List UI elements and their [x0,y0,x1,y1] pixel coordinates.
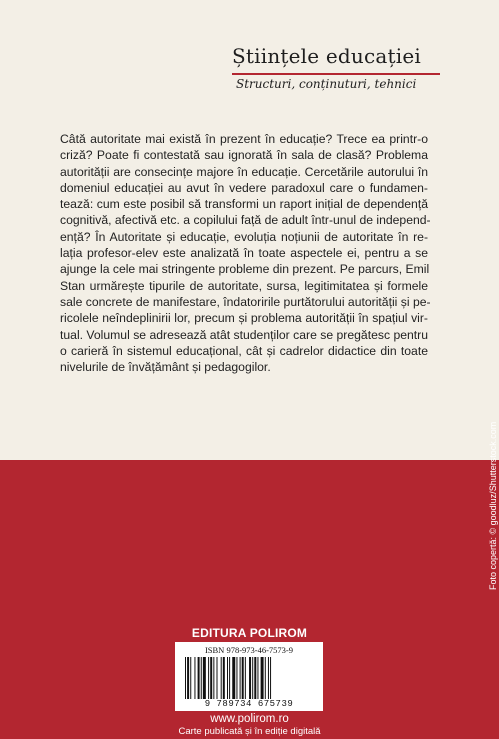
barcode-bar [236,657,237,699]
blurb-line: lația profesor-elev este analizată în toate aspectele ei, pentru a se [60,246,428,261]
barcode-bar [245,657,246,699]
isbn-text: ISBN 978-973-46-7573-9 [204,645,294,655]
barcode-bar [210,657,212,699]
blurb-line: cognitivă, afectivă etc. a copilului față de adult într-unul de independ- [60,213,431,228]
publisher-website[interactable]: www.polirom.ro [210,713,289,725]
barcode-bar [270,657,271,699]
blurb-line: Câtă autoritate mai există în prezent în educație? Trece ea printr-o [60,132,428,146]
blurb-line: ajunge la cele mai stringente probleme din prezent. Pe parcurs, Emil [60,262,430,277]
blurb-line: nivelurile de învățământ și pedagogilor. [60,360,271,375]
blurb-line: o carieră în sistemul educațional, cât și cadrelor didactice din toate [60,343,428,358]
barcode-bar [190,657,191,699]
photo-credit: Foto copertă: © goodluz/Shutterstock.com [488,421,498,590]
barcode-bar [198,657,200,699]
barcode [185,657,313,699]
edition-note: Carte publicată și în ediție digitală [178,726,321,737]
series-subtitle: Structuri, conținuturi, tehnici [236,77,417,91]
blurb-line: tual. Volumul se adresează atât studenților care se pregătesc pentru [60,327,428,342]
barcode-bar [229,657,230,699]
barcode-bar [223,657,225,699]
blurb-line: ricolele neîndeplinirii lor, precum și problema autorității în spațiul vir- [60,311,428,326]
barcode-bar [242,657,244,699]
barcode-bar [268,657,269,699]
barcode-bar [194,657,195,699]
blurb-line: sale concrete de manifestare, îndatoririle purtătorului autorității și pe- [60,294,431,309]
blurb-line: autorității are consecințe majore în educație. Cercetările autorului în [60,164,428,179]
barcode-bar [185,657,186,699]
barcode-digits: 9 789734 675739 [204,699,294,709]
barcode-bar [221,657,222,699]
barcode-bar [203,657,206,699]
blurb-line: tează: cum este posibil să transformi un raport inițial de dependență [60,197,428,212]
barcode-bar [254,657,256,699]
barcode-panel [175,642,323,711]
barcode-bar [213,657,214,699]
barcode-bar [227,657,228,699]
barcode-bar [208,657,209,699]
barcode-bar [217,657,218,699]
barcode-bar [252,657,253,699]
barcode-bar [201,657,202,699]
series-title-rule [232,73,440,75]
blurb-line: ență? În Autoritate și educație, evoluția noțiunii de autoritate în re- [60,229,428,244]
back-cover-blurb [60,131,431,375]
publisher-name: EDITURA POLIROM [191,626,308,640]
barcode-bar [232,657,235,699]
blurb-line: Stan urmărește tipurile de autoritate, sursa, legitimitatea și formele [60,278,428,293]
barcode-bar [249,657,251,699]
barcode-bar [240,657,241,699]
blurb-line: domeniul educației au avut în vedere paradoxul care o fundamen- [60,180,428,195]
barcode-bar [265,657,266,699]
barcode-bar [261,657,264,699]
blurb-line: criză? Poate fi contestată sau ignorată în sala de clasă? Problema [60,148,428,163]
series-title: Științele educației [232,44,421,68]
barcode-bar [187,657,189,699]
barcode-bar [257,657,258,699]
